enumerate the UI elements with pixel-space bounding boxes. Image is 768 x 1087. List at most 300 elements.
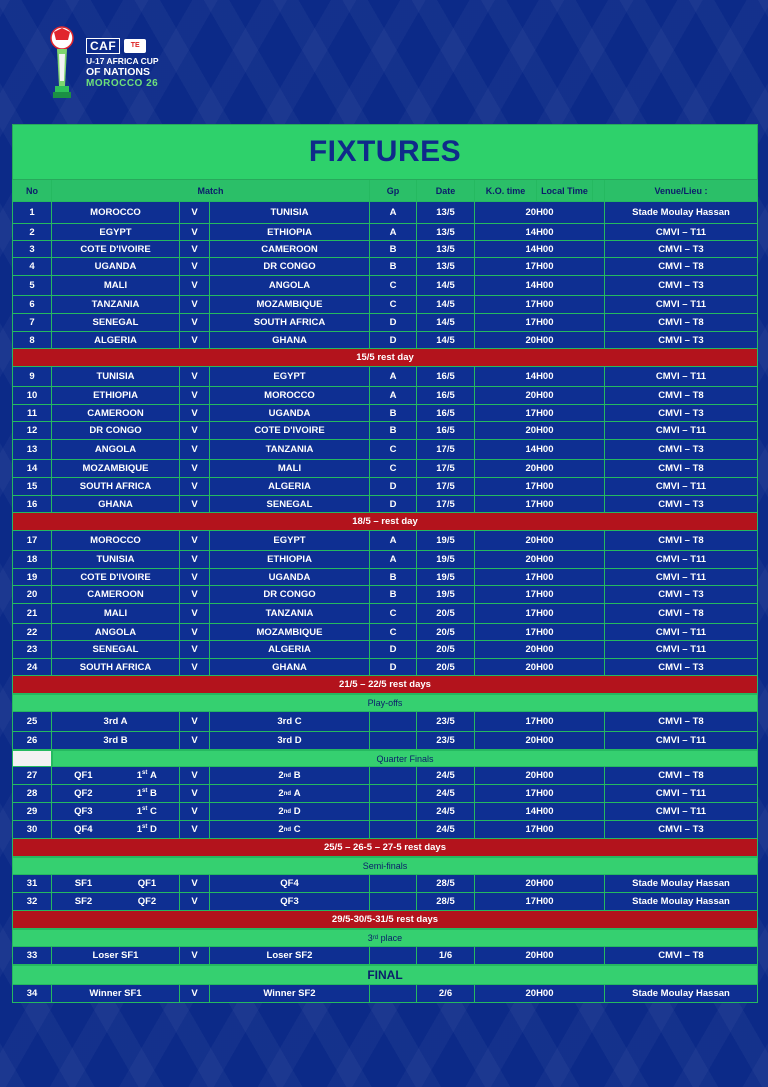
versus: V xyxy=(180,367,210,387)
kickoff-time: 20H00 xyxy=(475,947,605,965)
rank-suffix: nd xyxy=(283,772,292,779)
table-row xyxy=(12,569,758,586)
versus: V xyxy=(180,405,210,422)
venue: CMVI – T11 xyxy=(605,551,758,569)
rank: 1 xyxy=(136,824,143,836)
match-date: 14/5 xyxy=(417,332,475,349)
kickoff-time: 20H00 xyxy=(475,767,605,785)
versus: V xyxy=(180,569,210,586)
venue: CMVI – T11 xyxy=(605,803,758,821)
table-row xyxy=(12,422,758,440)
group: B xyxy=(370,258,417,276)
venue: CMVI – T3 xyxy=(605,440,758,460)
kickoff-time: 17H00 xyxy=(475,496,605,513)
venue: CMVI – T8 xyxy=(605,387,758,405)
kickoff-time: 17H00 xyxy=(475,624,605,641)
header-match: Match xyxy=(52,180,370,202)
rest-day-bar: 21/5 – 22/5 rest days xyxy=(12,676,758,694)
away-slot xyxy=(210,803,370,821)
versus: V xyxy=(180,202,210,224)
away-team: Loser SF2 xyxy=(210,947,370,965)
venue: CMVI – T11 xyxy=(605,367,758,387)
match-number: 6 xyxy=(12,296,52,314)
venue: CMVI – T3 xyxy=(605,332,758,349)
rank-suffix: nd xyxy=(283,808,292,815)
table-row xyxy=(12,712,758,732)
versus: V xyxy=(180,732,210,750)
match-number: 28 xyxy=(12,785,52,803)
match-date: 16/5 xyxy=(417,405,475,422)
away-team: CAMEROON xyxy=(210,241,370,258)
kickoff-time: 20H00 xyxy=(475,875,605,893)
venue: CMVI – T3 xyxy=(605,276,758,296)
venue: CMVI – T8 xyxy=(605,947,758,965)
match-number: 5 xyxy=(12,276,52,296)
match-date: 24/5 xyxy=(417,803,475,821)
home-slot xyxy=(52,875,180,893)
match-number: 7 xyxy=(12,314,52,332)
match-number: 10 xyxy=(12,387,52,405)
match-date: 19/5 xyxy=(417,531,475,551)
table-row xyxy=(12,258,758,276)
caf-badge xyxy=(86,38,146,54)
table-row xyxy=(12,803,758,821)
group-empty xyxy=(370,732,417,750)
group: D xyxy=(370,641,417,659)
group: A xyxy=(370,224,417,241)
versus: V xyxy=(180,624,210,641)
home-slot xyxy=(52,893,180,911)
venue: CMVI – T3 xyxy=(605,586,758,604)
group-letter: C xyxy=(150,806,157,818)
match-number: 20 xyxy=(12,586,52,604)
kickoff-time: 17H00 xyxy=(475,296,605,314)
kickoff-time: 20H00 xyxy=(475,387,605,405)
venue: CMVI – T8 xyxy=(605,531,758,551)
away-team: ANGOLA xyxy=(210,276,370,296)
match-number: 14 xyxy=(12,460,52,478)
venue: CMVI – T11 xyxy=(605,422,758,440)
table-row xyxy=(12,985,758,1003)
group: A xyxy=(370,367,417,387)
away-team: DR CONGO xyxy=(210,258,370,276)
qf-tag: QF4 xyxy=(74,824,93,835)
group-letter: B xyxy=(150,788,157,800)
versus: V xyxy=(180,947,210,965)
third-place-label xyxy=(12,929,758,947)
away-team: GHANA xyxy=(210,659,370,676)
rank: 2 xyxy=(278,788,284,799)
group: B xyxy=(370,586,417,604)
sf-tag: SF2 xyxy=(74,896,93,907)
match-date: 17/5 xyxy=(417,478,475,496)
rest-day-bar: 15/5 rest day xyxy=(12,349,758,367)
versus: V xyxy=(180,641,210,659)
away-team: ALGERIA xyxy=(210,478,370,496)
group: B xyxy=(370,241,417,258)
logo-line-1: U-17 AFRICA CUP xyxy=(86,56,159,66)
home-team: TANZANIA xyxy=(52,296,180,314)
group: C xyxy=(370,296,417,314)
match-number: 4 xyxy=(12,258,52,276)
group-empty xyxy=(370,767,417,785)
versus: V xyxy=(180,478,210,496)
match-number: 13 xyxy=(12,440,52,460)
caf-badge-text: CAF xyxy=(86,38,120,54)
quarterfinals-block xyxy=(12,767,758,839)
home-team: GHANA xyxy=(52,496,180,513)
table-row xyxy=(12,531,758,551)
group: C xyxy=(370,276,417,296)
table-row xyxy=(12,202,758,224)
match-date: 23/5 xyxy=(417,712,475,732)
kickoff-time: 14H00 xyxy=(475,803,605,821)
home-team: MOZAMBIQUE xyxy=(52,460,180,478)
home-team: 3rd A xyxy=(52,712,180,732)
tournament-logo xyxy=(46,26,176,106)
header-venue: Venue/Lieu : xyxy=(605,180,758,202)
away-team: TANZANIA xyxy=(210,604,370,624)
group: C xyxy=(370,624,417,641)
home-team: UGANDA xyxy=(52,258,180,276)
venue: CMVI – T8 xyxy=(605,258,758,276)
match-date: 19/5 xyxy=(417,569,475,586)
match-date: 16/5 xyxy=(417,422,475,440)
away-slot xyxy=(210,785,370,803)
table-row xyxy=(12,732,758,750)
header-date: Date xyxy=(417,180,475,202)
match-number: 11 xyxy=(12,405,52,422)
versus: V xyxy=(180,276,210,296)
match-date: 17/5 xyxy=(417,460,475,478)
table-row xyxy=(12,893,758,911)
away-team: SENEGAL xyxy=(210,496,370,513)
away-team: TANZANIA xyxy=(210,440,370,460)
match-number: 26 xyxy=(12,732,52,750)
home-team: MALI xyxy=(52,604,180,624)
venue: CMVI – T8 xyxy=(605,460,758,478)
kickoff-time: 17H00 xyxy=(475,586,605,604)
home-team: ETHIOPIA xyxy=(52,387,180,405)
venue: CMVI – T3 xyxy=(605,496,758,513)
kickoff-time: 14H00 xyxy=(475,367,605,387)
table-row xyxy=(12,478,758,496)
group-empty xyxy=(370,821,417,839)
qualifier xyxy=(137,788,157,799)
kickoff-time: 14H00 xyxy=(475,440,605,460)
match-number: 16 xyxy=(12,496,52,513)
home-team: CAMEROON xyxy=(52,586,180,604)
home-team: DR CONGO xyxy=(52,422,180,440)
table-row xyxy=(12,875,758,893)
match-number: 27 xyxy=(12,767,52,785)
venue: Stade Moulay Hassan xyxy=(605,893,758,911)
qualifier xyxy=(137,824,157,835)
kickoff-time: 17H00 xyxy=(475,604,605,624)
kickoff-time: 20H00 xyxy=(475,985,605,1003)
table-row xyxy=(12,767,758,785)
away-team: MOZAMBIQUE xyxy=(210,624,370,641)
match-date: 28/5 xyxy=(417,893,475,911)
header-no: No xyxy=(12,180,52,202)
table-row xyxy=(12,604,758,624)
match-date: 14/5 xyxy=(417,296,475,314)
rank: 1 xyxy=(136,770,143,782)
match-date: 23/5 xyxy=(417,732,475,750)
group: D xyxy=(370,332,417,349)
away-slot xyxy=(210,821,370,839)
rank: 2 xyxy=(278,824,284,835)
match-number: 29 xyxy=(12,803,52,821)
group: D xyxy=(370,314,417,332)
match-date: 13/5 xyxy=(417,258,475,276)
match-date: 14/5 xyxy=(417,276,475,296)
logo-line-3: MOROCCO 26 xyxy=(86,78,159,89)
group: A xyxy=(370,531,417,551)
group-letter: C xyxy=(293,824,301,835)
home-team: Loser SF1 xyxy=(52,947,180,965)
table-row xyxy=(12,405,758,422)
group-empty xyxy=(370,947,417,965)
logo-line-2: OF NATIONS xyxy=(86,66,150,78)
fixtures-table xyxy=(12,124,758,1003)
match-date: 2/6 xyxy=(417,985,475,1003)
match-number: 25 xyxy=(12,712,52,732)
kickoff-time: 17H00 xyxy=(475,712,605,732)
qf-tag: QF3 xyxy=(74,806,93,817)
venue: Stade Moulay Hassan xyxy=(605,202,758,224)
kickoff-time: 14H00 xyxy=(475,224,605,241)
trophy-icon xyxy=(46,26,78,102)
venue: CMVI – T11 xyxy=(605,641,758,659)
away-team: COTE D'IVOIRE xyxy=(210,422,370,440)
match-number: 32 xyxy=(12,893,52,911)
match-date: 13/5 xyxy=(417,224,475,241)
third-place-suffix: rd xyxy=(372,935,379,941)
group: B xyxy=(370,405,417,422)
kickoff-time: 17H00 xyxy=(475,258,605,276)
table-row xyxy=(12,314,758,332)
group-empty xyxy=(370,712,417,732)
sponsor-icon: TE xyxy=(124,39,146,53)
venue: CMVI – T11 xyxy=(605,732,758,750)
rank-suffix: st xyxy=(142,787,148,794)
group: C xyxy=(370,440,417,460)
versus: V xyxy=(180,440,210,460)
venue: CMVI – T11 xyxy=(605,296,758,314)
quarterfinals-header xyxy=(12,750,758,767)
third-place-block xyxy=(12,947,758,965)
kickoff-time: 20H00 xyxy=(475,732,605,750)
versus: V xyxy=(180,785,210,803)
group: C xyxy=(370,460,417,478)
versus: V xyxy=(180,803,210,821)
away-team: GHANA xyxy=(210,332,370,349)
versus: V xyxy=(180,531,210,551)
header-spacer xyxy=(593,180,605,202)
match-number: 8 xyxy=(12,332,52,349)
match-date: 19/5 xyxy=(417,586,475,604)
rank-suffix: nd xyxy=(283,790,292,797)
qf-tag: QF1 xyxy=(74,770,93,781)
match-date: 17/5 xyxy=(417,440,475,460)
home-team: SOUTH AFRICA xyxy=(52,478,180,496)
group-block-2 xyxy=(12,367,758,513)
away-team: ALGERIA xyxy=(210,641,370,659)
away-team: Winner SF2 xyxy=(210,985,370,1003)
match-number: 33 xyxy=(12,947,52,965)
group-letter: A xyxy=(150,770,157,782)
qualifier xyxy=(137,806,157,817)
page-title: FIXTURES xyxy=(12,124,758,180)
away-team: SOUTH AFRICA xyxy=(210,314,370,332)
versus: V xyxy=(180,893,210,911)
versus: V xyxy=(180,712,210,732)
away-team: QF4 xyxy=(210,875,370,893)
match-number: 12 xyxy=(12,422,52,440)
away-team: MOZAMBIQUE xyxy=(210,296,370,314)
table-row xyxy=(12,496,758,513)
table-row xyxy=(12,947,758,965)
table-row xyxy=(12,624,758,641)
group-letter: D xyxy=(150,824,157,836)
kickoff-time: 20H00 xyxy=(475,551,605,569)
home-slot xyxy=(52,821,180,839)
table-header xyxy=(12,180,758,202)
home-team: 3rd B xyxy=(52,732,180,750)
versus: V xyxy=(180,224,210,241)
away-team: UGANDA xyxy=(210,405,370,422)
home-team: ANGOLA xyxy=(52,440,180,460)
table-row xyxy=(12,367,758,387)
venue: CMVI – T8 xyxy=(605,604,758,624)
versus: V xyxy=(180,875,210,893)
rank-suffix: st xyxy=(142,805,148,812)
group: D xyxy=(370,478,417,496)
venue: CMVI – T8 xyxy=(605,314,758,332)
match-date: 19/5 xyxy=(417,551,475,569)
group: A xyxy=(370,387,417,405)
table-row xyxy=(12,224,758,241)
group: B xyxy=(370,569,417,586)
kickoff-time: 17H00 xyxy=(475,314,605,332)
kickoff-time: 14H00 xyxy=(475,276,605,296)
table-row xyxy=(12,586,758,604)
away-team: 3rd C xyxy=(210,712,370,732)
kickoff-time: 17H00 xyxy=(475,821,605,839)
kickoff-time: 20H00 xyxy=(475,460,605,478)
away-team: EGYPT xyxy=(210,531,370,551)
rest-day-bar: 25/5 – 26-5 – 27-5 rest days xyxy=(12,839,758,857)
match-date: 16/5 xyxy=(417,387,475,405)
rank: 2 xyxy=(278,770,284,781)
match-date: 24/5 xyxy=(417,821,475,839)
away-team: 3rd D xyxy=(210,732,370,750)
match-number: 2 xyxy=(12,224,52,241)
away-team: ETHIOPIA xyxy=(210,551,370,569)
group-empty xyxy=(370,875,417,893)
group-empty xyxy=(370,803,417,821)
venue: CMVI – T3 xyxy=(605,821,758,839)
table-row xyxy=(12,659,758,676)
away-team: EGYPT xyxy=(210,367,370,387)
rank: 2 xyxy=(278,806,284,817)
kickoff-time: 20H00 xyxy=(475,531,605,551)
rank-suffix: st xyxy=(142,769,148,776)
venue: CMVI – T11 xyxy=(605,224,758,241)
group-letter: D xyxy=(293,806,301,817)
home-team: ALGERIA xyxy=(52,332,180,349)
home-team: Winner SF1 xyxy=(52,985,180,1003)
match-date: 20/5 xyxy=(417,604,475,624)
versus: V xyxy=(180,821,210,839)
home-slot xyxy=(52,803,180,821)
versus: V xyxy=(180,241,210,258)
kickoff-time: 20H00 xyxy=(475,641,605,659)
home-team: SENEGAL xyxy=(52,314,180,332)
group-empty xyxy=(370,893,417,911)
kickoff-time: 14H00 xyxy=(475,241,605,258)
match-number: 15 xyxy=(12,478,52,496)
home-team: ANGOLA xyxy=(52,624,180,641)
kickoff-time: 17H00 xyxy=(475,405,605,422)
versus: V xyxy=(180,604,210,624)
versus: V xyxy=(180,767,210,785)
home-team: MALI xyxy=(52,276,180,296)
match-number: 23 xyxy=(12,641,52,659)
versus: V xyxy=(180,314,210,332)
match-number: 22 xyxy=(12,624,52,641)
versus: V xyxy=(180,496,210,513)
group-letter: A xyxy=(293,788,301,799)
match-number: 34 xyxy=(12,985,52,1003)
rank-suffix: st xyxy=(142,823,148,830)
home-team: TUNISIA xyxy=(52,367,180,387)
home-team: SOUTH AFRICA xyxy=(52,659,180,676)
rank-suffix: nd xyxy=(283,826,292,833)
match-number: 19 xyxy=(12,569,52,586)
home-team: COTE D'IVOIRE xyxy=(52,569,180,586)
group-empty xyxy=(370,785,417,803)
venue: Stade Moulay Hassan xyxy=(605,875,758,893)
kickoff-time: 20H00 xyxy=(475,422,605,440)
table-row xyxy=(12,460,758,478)
away-team: MALI xyxy=(210,460,370,478)
kickoff-time: 20H00 xyxy=(475,659,605,676)
venue: CMVI – T8 xyxy=(605,767,758,785)
match-date: 20/5 xyxy=(417,659,475,676)
group: A xyxy=(370,202,417,224)
match-number: 24 xyxy=(12,659,52,676)
versus: V xyxy=(180,296,210,314)
rest-day-bar: 18/5 – rest day xyxy=(12,513,758,531)
kickoff-time: 17H00 xyxy=(475,785,605,803)
table-row xyxy=(12,387,758,405)
match-date: 24/5 xyxy=(417,767,475,785)
match-date: 14/5 xyxy=(417,314,475,332)
blank-cell xyxy=(12,750,52,767)
home-slot xyxy=(52,767,180,785)
rest-day-bar: 29/5-30/5-31/5 rest days xyxy=(12,911,758,929)
venue: CMVI – T11 xyxy=(605,569,758,586)
match-date: 13/5 xyxy=(417,241,475,258)
kickoff-time: 17H00 xyxy=(475,478,605,496)
venue: CMVI – T11 xyxy=(605,785,758,803)
table-row xyxy=(12,785,758,803)
away-team: DR CONGO xyxy=(210,586,370,604)
home-team: CAMEROON xyxy=(52,405,180,422)
home-team: MOROCCO xyxy=(52,531,180,551)
